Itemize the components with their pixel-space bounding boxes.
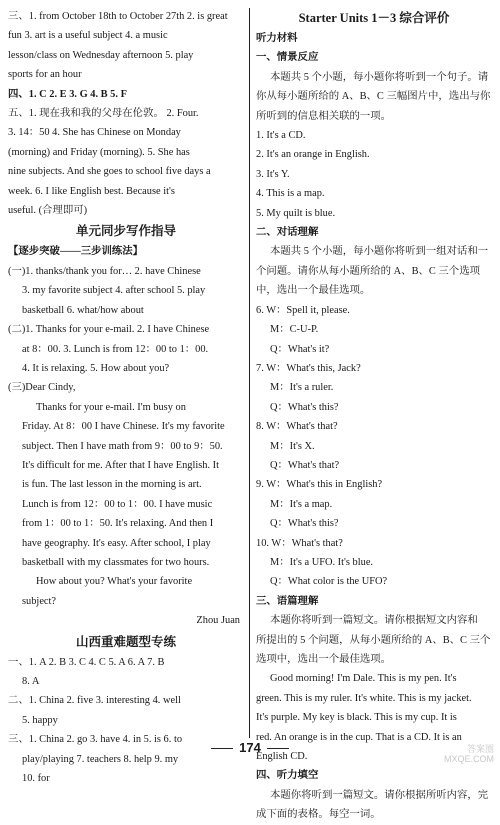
instruction-line: 个问题。请你从每小题所给的 A、B、C 三个选项 [256,265,480,277]
passage-line: English CD. [256,751,308,763]
letter-line: is fun. The last lesson in the morning is art. [22,479,202,491]
answer-line: 五、1. 现在我和我的父母在伦敦。 2. Four. [8,108,199,120]
letter-signature: Zhou Juan [196,615,240,627]
letter-line: Thanks for your e-mail. I'm busy on [36,401,186,413]
listening-item: 3. It's Y. [256,168,290,180]
answer-line: useful. (合理即可) [8,205,88,217]
page-number: 174 [239,740,261,755]
answer-line: lesson/class on Wednesday afternoon 5. play [8,49,194,61]
instruction-line: 本题你将听到一篇短文。请你根据短文内容和 [270,615,478,627]
watermark-line: MXQE.COM [443,754,494,764]
instruction-line: 本题共 5 个小题，每小题你将听到一组对话和一 [270,246,489,258]
practice-line: 一、1. A 2. B 3. C 4. C 5. A 6. A 7. B [8,656,165,668]
letter-line: How about you? What's your favorite [36,576,193,588]
instruction-line: 成下面的表格。每空一词。 [256,809,381,821]
letter-line: from 1：00 to 1：50. It's relaxing. And then I [22,518,214,530]
practice-line: 8. A [22,676,40,687]
right-column [256,7,492,825]
answer-line: (morning) and Friday (morning). 5. She has [8,146,190,158]
dialog-w: 7. W：What's this, Jack? [256,362,361,374]
listening-item: 4. This is a map. [256,188,325,200]
page-footer [0,738,500,757]
instruction-line: 所听到的信息相关联的一项。 [256,110,392,122]
practice-line: 三、1. China 2. go 3. have 4. in 5. is 6. to [8,734,183,746]
passage-line: Good morning! I'm Dale. This is my pen. It's [270,673,457,685]
letter-line: Lunch is from 12：00 to 1：00. I have music [22,498,213,510]
answer-line: week. 6. I like English best. Because it's [8,185,175,197]
dialog-w: 10. W：What's that? [256,537,343,549]
letter-line: subject? [22,595,57,607]
practice-line: play/playing 7. teachers 8. help 9. my [22,753,179,765]
dialog-m: M：It's X. [270,440,315,452]
passage-line: red. An orange is in the cup. That is a CD. It is an [256,731,462,743]
answer-line: sports for an hour [8,69,82,81]
dialog-q: Q：What's it? [270,343,330,355]
section-title-practice: 山西重难题型专练 [75,634,176,649]
letter-line: have geography. It's easy. After school, I play [22,537,211,549]
instruction-line: 本题共 5 个小题，每小题你将听到一个句子。请 [270,71,489,83]
answer-line: 三、1. from October 18th to October 27th 2. is great [8,11,228,22]
dialog-w: 8. W：What's that? [256,421,338,433]
practice-line: 二、1. China 2. five 3. interesting 4. well [8,695,181,707]
writing-line: (三)Dear Cindy, [8,382,76,394]
column-divider [249,8,250,738]
dialog-w: 6. W：Spell it, please. [256,304,350,316]
writing-line: 4. It is relaxing. 5. How about you? [22,362,170,374]
writing-line: 3. my favorite subject 4. after school 5. play [22,285,206,297]
section-title-writing: 单元同步写作指导 [75,224,176,239]
writing-line: basketball 6. what/how about [22,304,144,316]
section-label: 一、情景反应 [256,52,319,64]
dialog-m: M：It's a ruler. [270,382,334,394]
dialog-q: Q：What's this? [270,518,339,530]
dialog-q: Q：What color is the UFO? [270,576,388,588]
writing-line: (二)1. Thanks for your e-mail. 2. I have Chinese [8,324,210,336]
instruction-line: 所提出的 5 个问题，从每小题所给的 A、B、C 三个 [256,634,491,646]
watermark-logo [444,744,494,764]
dialog-m: M：It's a UFO. It's blue. [270,556,374,568]
dialog-q: Q：What's this? [270,401,339,413]
listening-item: 5. My quilt is blue. [256,207,336,219]
answer-line: nine subjects. And she goes to school five days a [8,166,211,178]
instruction-line: 本题你将听到一篇短文。请你根据所听内容，完 [270,789,489,801]
step-label: 【逐步突破——三步训练法】 [8,246,144,258]
watermark-line: 答案圈 [466,744,494,754]
listening-item: 2. It's an orange in English. [256,149,370,161]
letter-line: subject. Then I have math from 9：00 to 9：50. [22,440,223,452]
listening-item: 1. It's a CD. [256,130,306,142]
dialog-m: M：C-U-P. [270,324,319,336]
letter-line: It's difficult for me. After that I have English. It [22,459,220,471]
passage-line: green. This is my ruler. It's white. This is my jacket. [256,692,472,704]
answer-line: 3. 14：50 4. She has Chinese on Monday [8,127,181,139]
section-label: 四、听力填空 [256,770,319,782]
listening-label: 听力材料 [256,33,298,44]
unit-title: Starter Units 1－3 综合评价 [298,11,450,25]
writing-line: at 8：00. 3. Lunch is from 12：00 to 1：00. [22,343,209,355]
dialog-m: M：It's a map. [270,498,333,510]
footer-dash-right [267,748,289,749]
passage-line: It's purple. My key is black. This is my cup. It is [256,712,457,724]
writing-line: (一)1. thanks/thank you for… 2. have Chinese [8,265,201,277]
instruction-line: 你从每小题所给的 A、B、C 三幅图片中，选出与你 [256,91,491,103]
letter-line: basketball with my classmates for two hours. [22,556,210,568]
letter-line: Friday. At 8：00 I have Chinese. It's my favorite [22,421,225,433]
practice-line: 5. happy [22,714,58,726]
left-column [8,7,244,788]
practice-line: 10. for [22,773,50,785]
section-label: 二、对话理解 [256,227,319,239]
instruction-line: 选项中，选出一个最佳选项。 [256,654,392,665]
answer-line: fun 3. art is a useful subject 4. a music [8,30,168,42]
dialog-w: 9. W：What's this in English? [256,479,383,491]
footer-dash-left [211,748,233,749]
section-label: 三、语篇理解 [256,595,319,607]
instruction-line: 中，选出一个最佳选项。 [256,285,371,297]
dialog-q: Q：What's that? [270,459,340,471]
answer-line: 四、1. C 2. E 3. G 4. B 5. F [8,88,127,100]
